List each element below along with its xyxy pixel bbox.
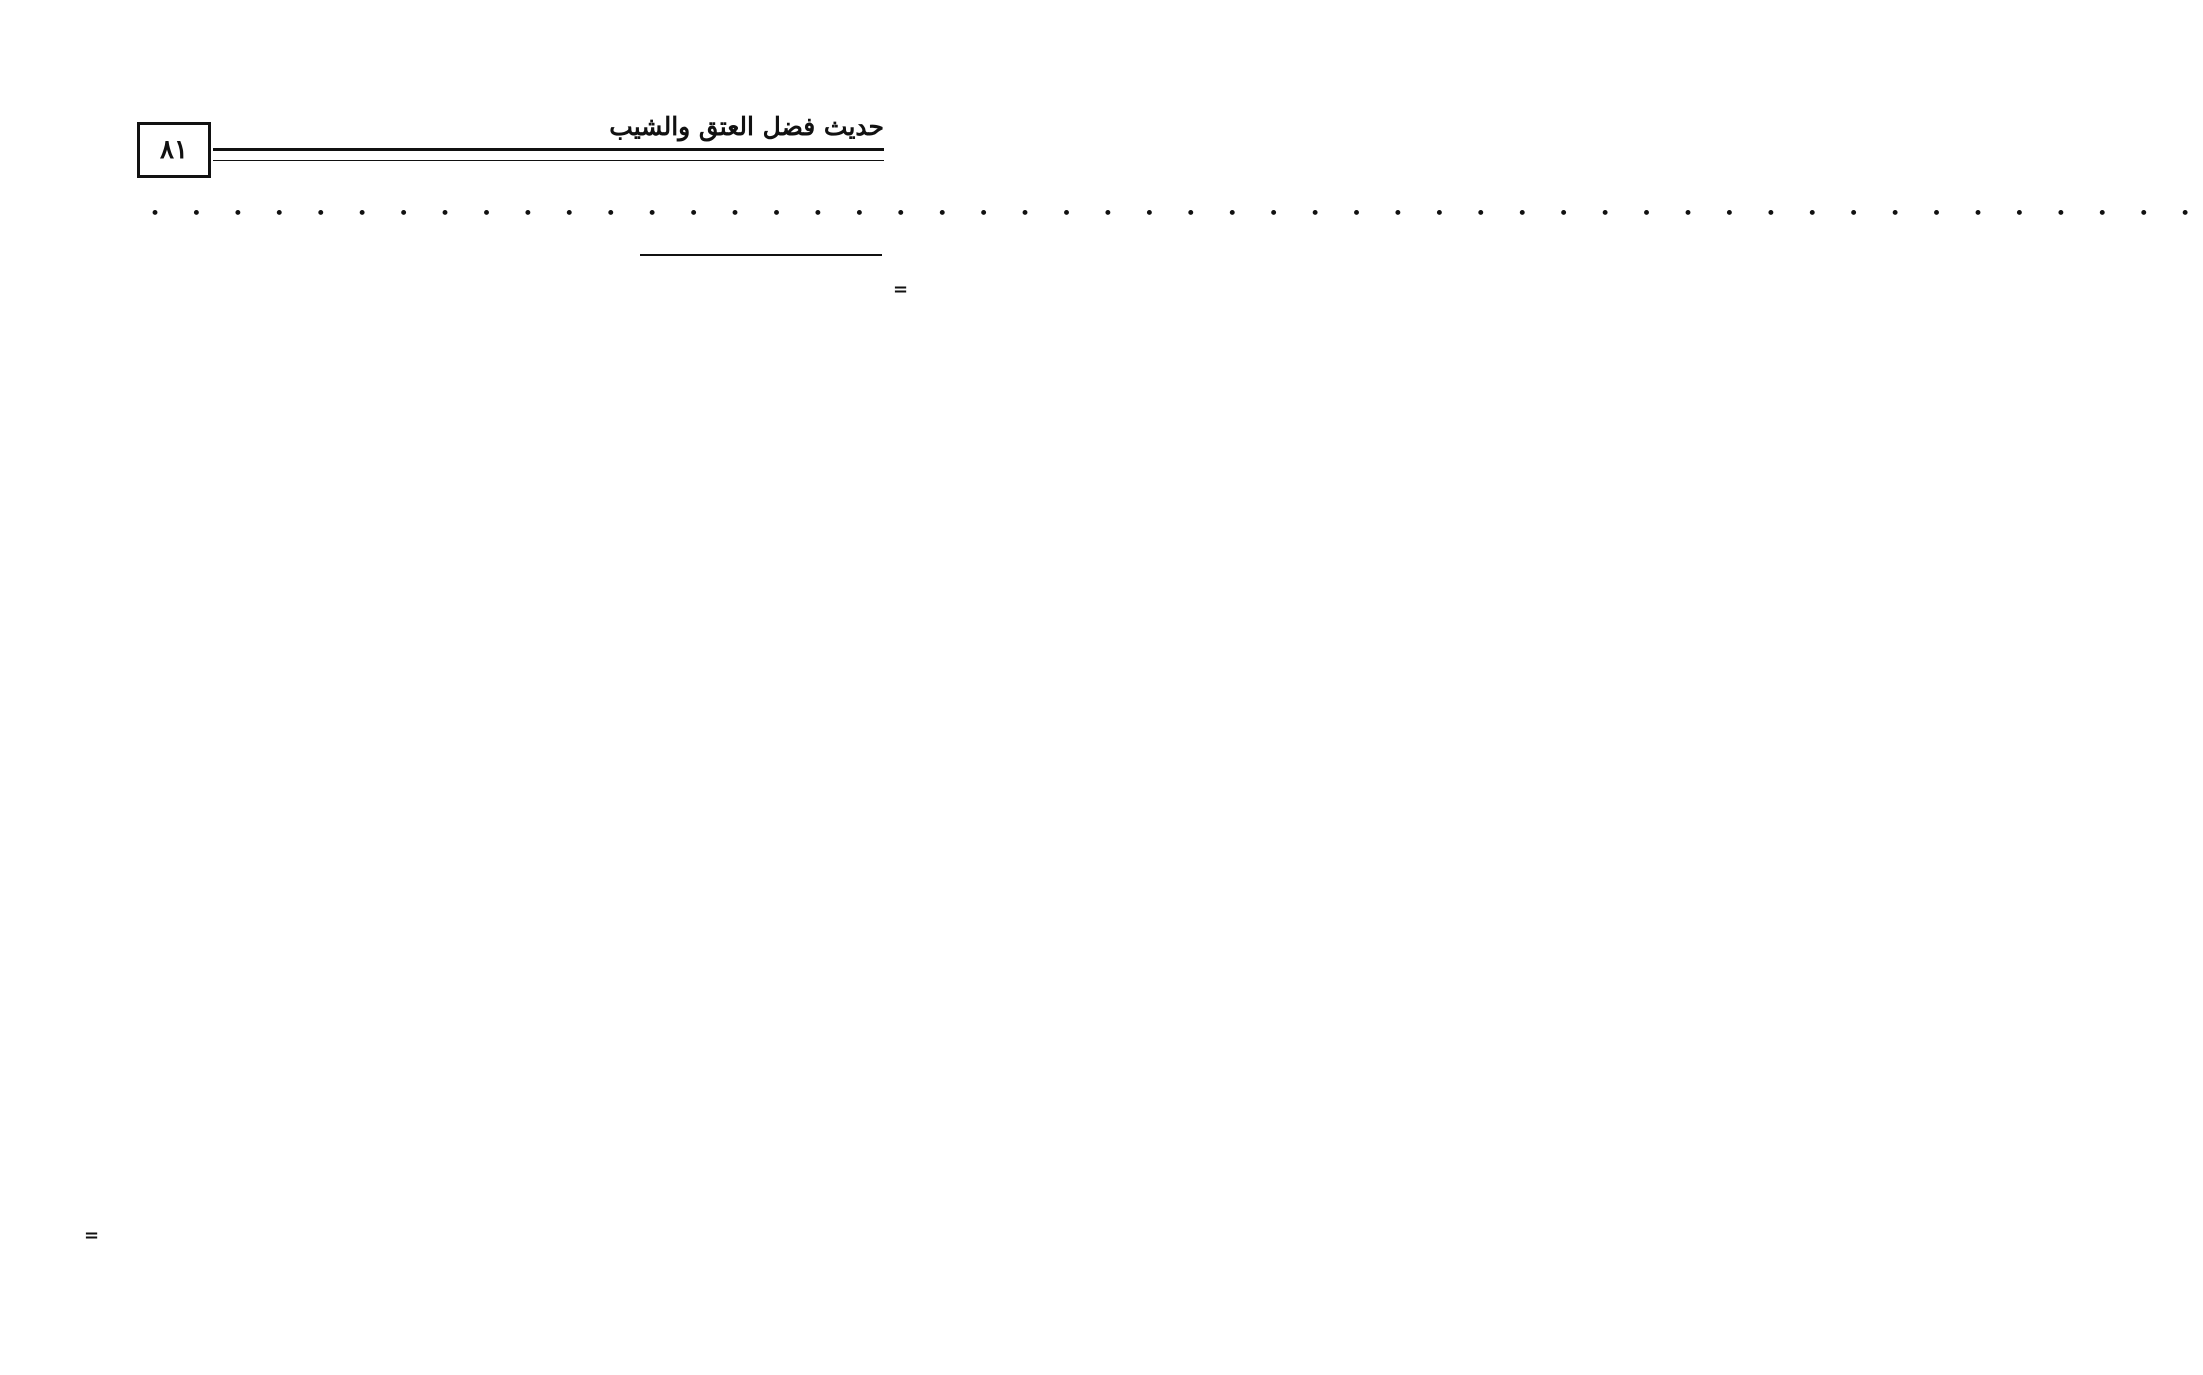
footnote-rule bbox=[640, 254, 882, 256]
page-number-box bbox=[137, 122, 211, 178]
page-number: ٨١ bbox=[160, 135, 188, 165]
header-rule bbox=[213, 148, 884, 161]
continuation-mark-top: = bbox=[893, 279, 909, 300]
running-header-title: حديث فضل العتق والشيب bbox=[609, 112, 884, 141]
continuation-mark-bottom: = bbox=[84, 1225, 100, 1246]
footnote-separator-dots: • • • • • • • • • • • • • • • • • • • • • • • • • • • • • • • • • • • • • • • • • • • • • • • • • • bbox=[150, 204, 2203, 224]
